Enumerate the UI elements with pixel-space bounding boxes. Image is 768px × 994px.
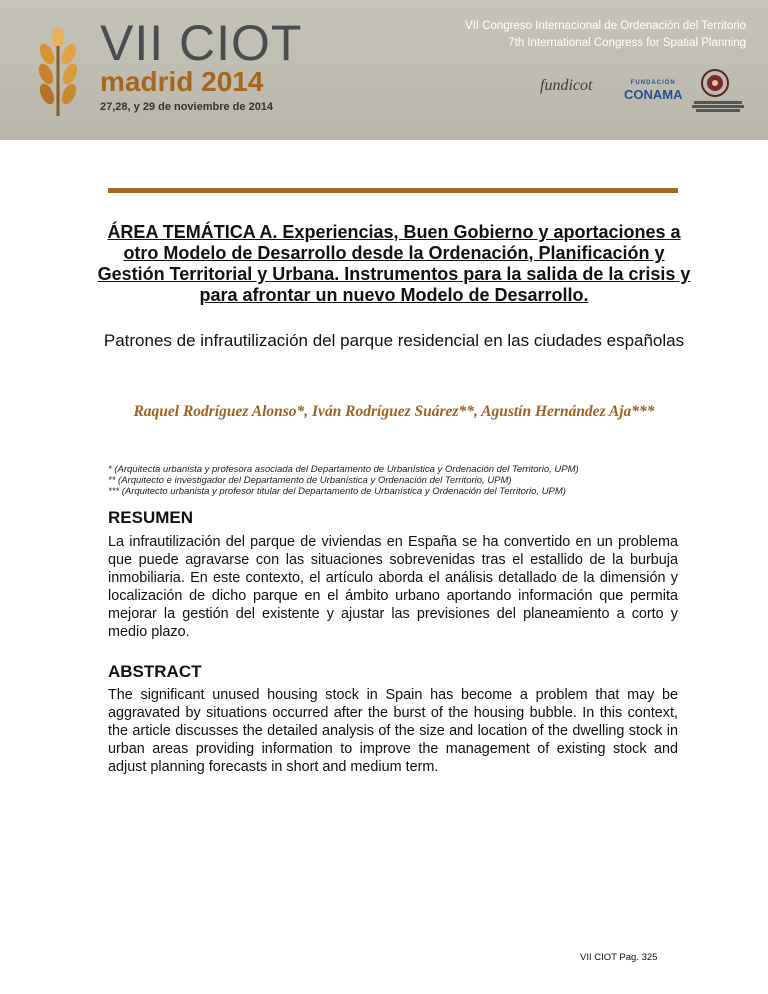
abstract-text: The significant unused housing stock in Spain has become a problem that may be aggravated by situations occurred after the burst of the housing bubble. In this context, the article discusses the detailed analysis of the size and location of the dwelling stock in urban areas providing information to improve the management of existing stock and adjust planning forecasts in short and medium term. [108,687,678,775]
fundicot-logo: fundicot [540,77,593,94]
brand-title: VII CIOT [100,15,303,71]
brand-subtitle: madrid 2014 [100,66,264,97]
conama-top-text: FUNDACIÓN [630,80,676,86]
conama-name-text: CONAMA [624,87,683,102]
affiliation-2: ** (Arquitecto e investigador del Departamento de Urbanística y Ordenación del Territorio, UPM) [108,475,512,486]
congress-dates: 27,28, y 29 de noviembre de 2014 [100,101,274,113]
thematic-area-title: ÁREA TEMÁTICA A. Experiencias, Buen Gobierno y aportaciones a otro Modelo de Desarrollo desde la Ordenación, Planificación y Gestión Territorial y Urbana. Instrumentos para la salida de la crisis y para afrontar un nuevo Modelo de Desarrollo. [97,222,691,305]
congress-name-es: VII Congreso Internacional de Ordenación del Territorio [464,20,746,32]
affiliation-3: *** (Arquitecto urbanista y profesor titular del Departamento de Urbanística y Ordenación del Territorio, UPM) [108,486,566,497]
university-seal-icon [700,68,730,98]
header-banner [0,0,768,140]
congress-name-en: 7th International Congress for Spatial Planning [508,37,746,49]
resumen-text: La infrautilización del parque de viviendas en España se ha convertido en un problema que puede agravarse con las situaciones sobrevenidas tras el estallido de la burbuja inmobiliaria. En este contexto, el artículo aborda el análisis detallado de la dimensión y localización de dicho parque en el ámbito urbano aportando información que permita mejorar la gestión del existente y ajustar las previsiones del planeamiento a corto y medio plazo. [108,534,678,640]
section-divider [108,188,678,193]
conama-logo [624,80,683,101]
abstract-heading: ABSTRACT [108,662,202,681]
author-affiliations [108,464,678,497]
paper-title: Patrones de infrautilización del parque residencial en las ciudades españolas [103,331,685,350]
university-seal-caption [690,100,746,113]
resumen-heading: RESUMEN [108,508,194,527]
paper-authors: Raquel Rodríguez Alonso*, Iván Rodríguez Suárez**, Agustín Hernández Aja*** [133,403,655,420]
affiliation-1: * (Arquitecta urbanista y profesora asociada del Departamento de Urbanística y Ordenación del Territorio, UPM) [108,464,579,475]
page-number: VII CIOT Pag. 325 [580,952,658,963]
wheat-logo-icon [30,22,86,118]
congress-name [465,18,746,52]
